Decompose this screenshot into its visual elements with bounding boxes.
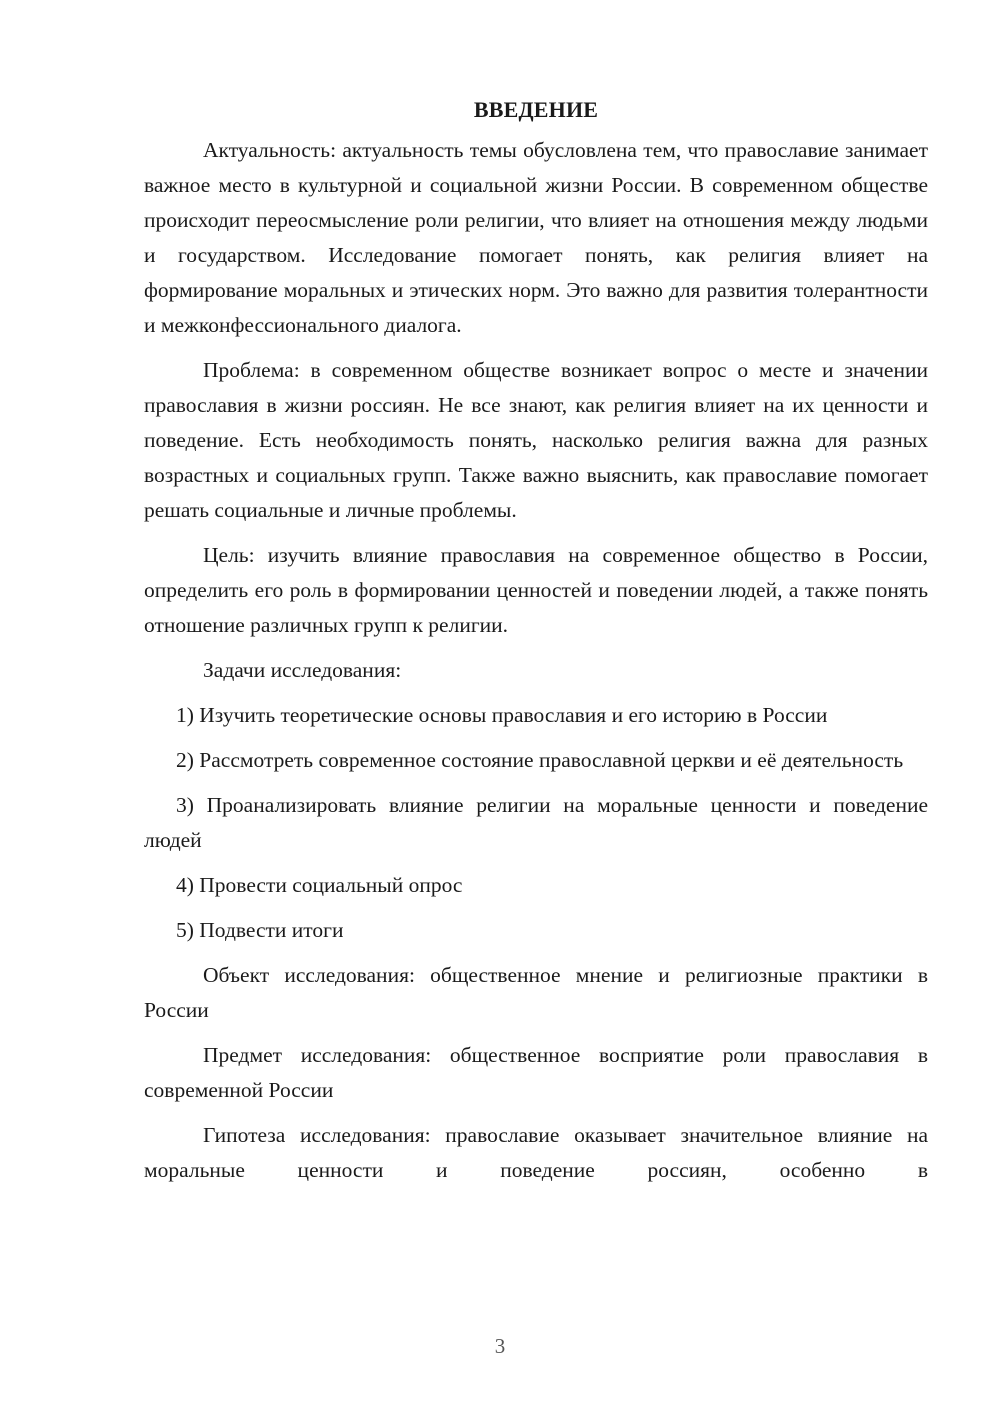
paragraph-problem: Проблема: в современном обществе возникает вопрос о месте и значении православия в жизни россиян. Не все знают, как религия влияет на их ценности и поведение. Есть необходимость понять, насколько религия важна для разных возрастных и социальных групп. Также важно выяснить, как православие помогает решать социальные и личные проблемы. [144, 358, 928, 522]
tasks-heading: Задачи исследования: [203, 658, 402, 682]
paragraph-object: Объект исследования: общественное мнение и религиозные практики в России [144, 963, 928, 1022]
document-page [144, 95, 928, 1198]
task-item-1: 1) Изучить теоретические основы православия и его историю в России [176, 703, 828, 727]
paragraph-hypothesis: Гипотеза исследования: православие оказывает значительное влияние на моральные ценности и поведение россиян, особенно в [144, 1123, 928, 1182]
paragraph-relevance: Актуальность: актуальность темы обусловлена тем, что православие занимает важное место в культурной и социальной жизни России. В современном обществе происходит переосмысление роли религии, что влияет на отношения между людьми и государством. Исследование помогает понять, как религия влияет на формирование моральных и этических норм. Это важно для развития толерантности и межконфессионального диалога. [144, 138, 928, 337]
paragraph-subject: Предмет исследования: общественное восприятие роли православия в современной России [144, 1043, 928, 1102]
task-item-3: 3) Проанализировать влияние религии на моральные ценности и поведение людей [144, 793, 928, 852]
page-title: ВВЕДЕНИЕ [473, 97, 599, 122]
task-item-2: 2) Рассмотреть современное состояние православной церкви и её деятельность [176, 748, 904, 772]
page-number: 3 [494, 1334, 506, 1358]
task-item-4: 4) Провести социальный опрос [176, 873, 463, 897]
paragraph-goal: Цель: изучить влияние православия на современное общество в России, определить его роль в формировании ценностей и поведении людей, а также понять отношение различных групп к религии. [144, 543, 928, 637]
task-item-5: 5) Подвести итоги [176, 918, 344, 942]
